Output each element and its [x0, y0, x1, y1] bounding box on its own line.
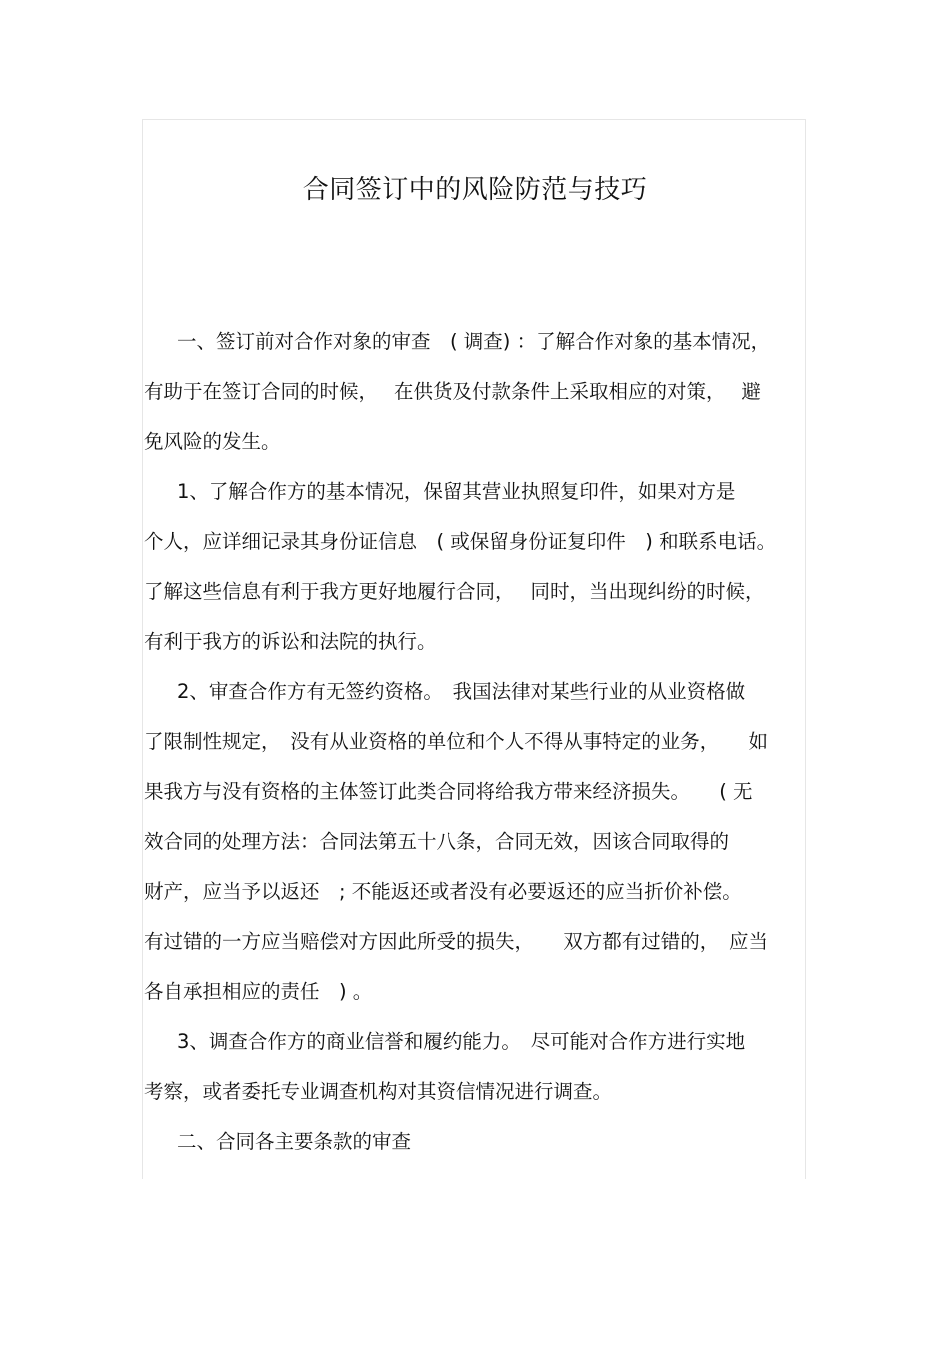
- text-line: 免风险的发生。: [144, 430, 281, 453]
- document-title: 合同签订中的风险防范与技巧: [302, 175, 648, 205]
- text-line: 二、合同各主要条款的审查: [177, 1130, 412, 1153]
- text-line: 果我方与没有资格的主体签订此类合同将给我方带来经济损失。 ( 无: [144, 780, 753, 803]
- text-line: 考察，或者委托专业调查机构对其资信情况进行调查。: [144, 1080, 613, 1103]
- paragraph-item-2: [144, 667, 806, 1017]
- paragraph-item-1: [144, 467, 806, 667]
- paragraph-section-2: [144, 1117, 806, 1167]
- paragraph-item-3: [144, 1017, 806, 1117]
- document-body: [144, 317, 806, 1167]
- text-line: 各自承担相应的责任 ) 。: [144, 980, 373, 1003]
- text-line: 财产，应当予以返还 ; 不能返还或者没有必要返还的应当折价补偿。: [144, 880, 742, 903]
- text-line: 个人，应详细记录其身份证信息 ( 或保留身份证复印件 ) 和联系电话。: [144, 530, 777, 553]
- text-line: 有利于我方的诉讼和法院的执行。: [144, 630, 437, 653]
- text-line: 效合同的处理方法：合同法第五十八条，合同无效，因该合同取得的: [144, 830, 730, 853]
- text-line: 3、调查合作方的商业信誉和履约能力。 尽可能对合作方进行实地: [177, 1030, 746, 1053]
- text-line: 2、审查合作方有无签约资格。 我国法律对某些行业的从业资格做: [177, 680, 746, 703]
- text-line: 了解这些信息有利于我方更好地履行合同， 同时，当出现纠纷的时候，: [144, 580, 765, 603]
- text-line: 有助于在签订合同的时候， 在供货及付款条件上采取相应的对策， 避: [144, 380, 761, 403]
- paragraph-section-1: [144, 317, 806, 467]
- text-line: 有过错的一方应当赔偿对方因此所受的损失， 双方都有过错的， 应当: [144, 930, 769, 953]
- text-line: 一、签订前对合作对象的审查 ( 调查) ：了解合作对象的基本情况，: [177, 330, 771, 353]
- text-line: 1、了解合作方的基本情况，保留其营业执照复印件，如果对方是: [177, 480, 736, 503]
- text-line: 了限制性规定， 没有从业资格的单位和个人不得从事特定的业务， 如: [144, 730, 769, 753]
